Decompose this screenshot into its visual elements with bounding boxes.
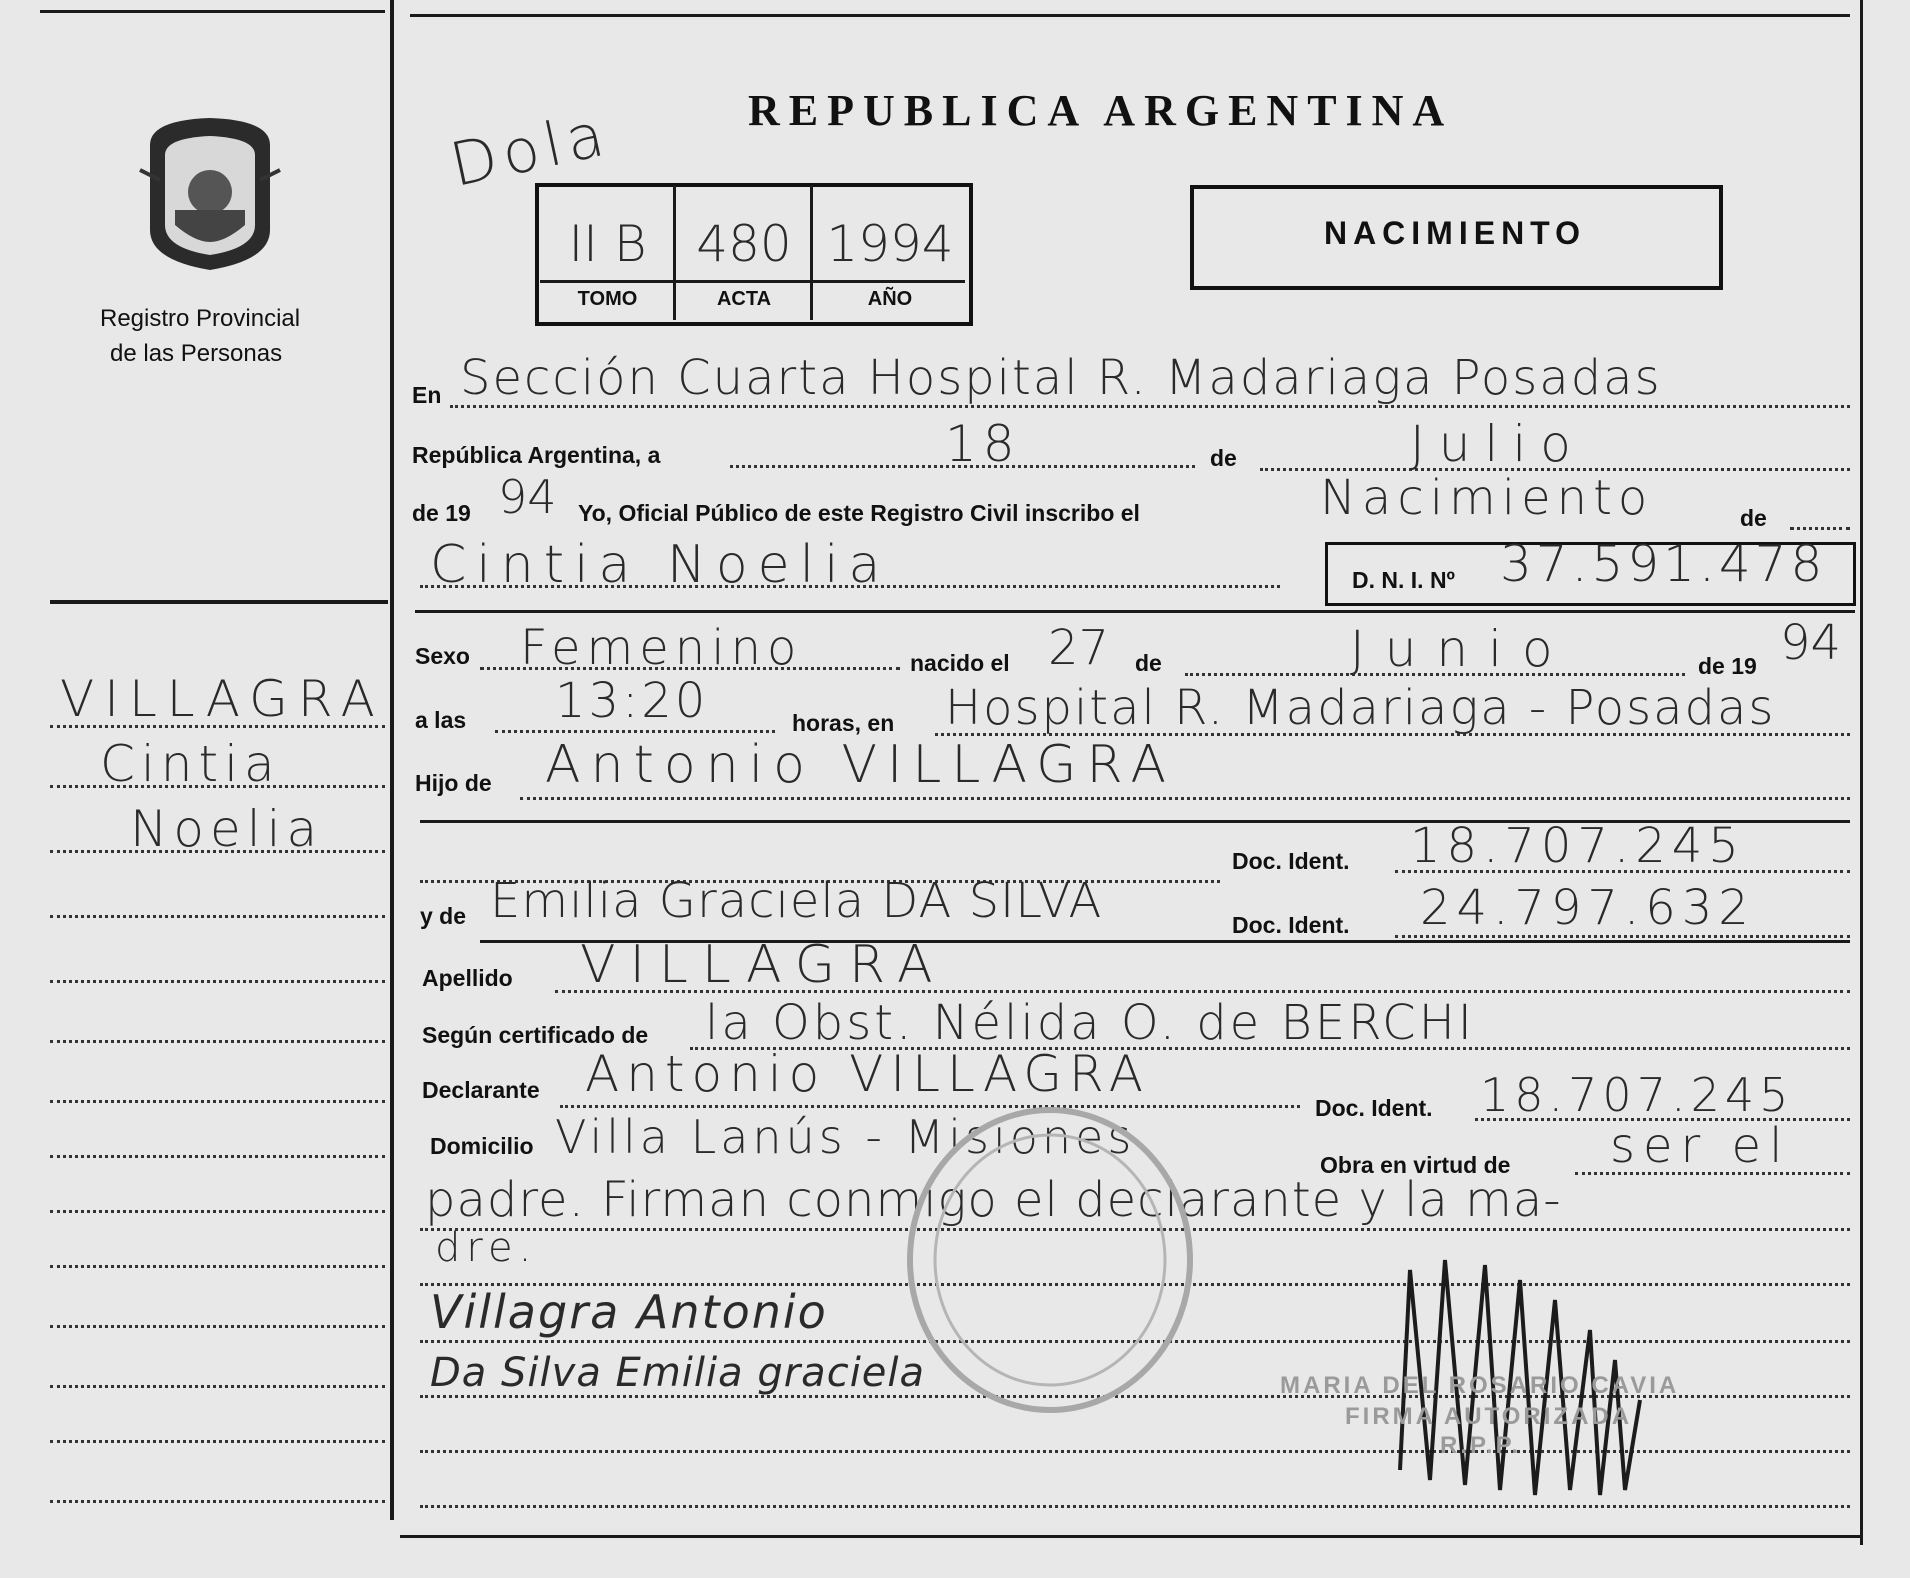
provincial-seal-icon bbox=[130, 110, 290, 275]
horas-label: horas, en bbox=[792, 710, 895, 736]
birth-year-value: 94 bbox=[1780, 615, 1842, 671]
doc-label: Doc. Ident. bbox=[1232, 848, 1350, 874]
domicilio-label: Domicilio bbox=[430, 1133, 534, 1159]
registry-name-line1: Registro Provincial bbox=[100, 305, 301, 332]
yde-label: y de bbox=[420, 903, 467, 929]
name-line bbox=[420, 585, 1280, 588]
left-top-rule bbox=[40, 10, 385, 13]
remarks-line-1: padre. Firman conmigo el declarante y la ma- bbox=[425, 1172, 1562, 1228]
left-line bbox=[50, 1040, 385, 1043]
tomo-label: TOMO bbox=[577, 288, 638, 310]
bottom-rule bbox=[400, 1535, 1860, 1538]
hour-line bbox=[495, 730, 775, 733]
left-line bbox=[50, 1155, 385, 1158]
segun-label: Según certificado de bbox=[422, 1022, 649, 1048]
place-value: Hospital R. Madariaga - Posadas bbox=[945, 680, 1776, 736]
obra-label: Obra en virtud de bbox=[1320, 1152, 1511, 1178]
side-first-name: Cintia bbox=[100, 735, 281, 793]
sexo-value: Femenino bbox=[520, 620, 803, 676]
en-value: Sección Cuarta Hospital R. Madariaga Posadas bbox=[460, 350, 1662, 406]
father-line bbox=[520, 797, 1850, 800]
left-line bbox=[50, 915, 385, 918]
year-value: 94 bbox=[498, 470, 557, 524]
birth-day-value: 27 bbox=[1048, 620, 1110, 676]
side-surname: VILLAGRA bbox=[60, 670, 385, 728]
remarks-line-2: dre. bbox=[435, 1225, 538, 1271]
ano-label: AÑO bbox=[867, 288, 913, 310]
apellido-value: VILLAGRA bbox=[580, 935, 947, 995]
day-value: 18 bbox=[945, 415, 1021, 473]
top-rule bbox=[410, 14, 1850, 17]
declarante-doc-value: 18.707.245 bbox=[1480, 1068, 1794, 1122]
left-line bbox=[50, 1265, 385, 1268]
alas-label: a las bbox=[415, 707, 467, 733]
section-rule-1 bbox=[415, 610, 1855, 613]
official-stamp-icon bbox=[900, 1100, 1200, 1420]
left-line bbox=[50, 1385, 385, 1388]
signature-mother: Da Silva Emilia graciela bbox=[430, 1350, 926, 1396]
stamp-org: R.P.P. bbox=[1440, 1432, 1522, 1459]
left-line bbox=[50, 1210, 385, 1213]
acta-label: ACTA bbox=[716, 288, 772, 310]
apellido-label: Apellido bbox=[422, 965, 513, 991]
mother-doc-value: 24.797.632 bbox=[1420, 880, 1755, 936]
handwritten-annotation: Dola bbox=[444, 99, 616, 201]
year-prefix-label: de 19 bbox=[412, 500, 471, 526]
de-line bbox=[1790, 527, 1850, 530]
father-value: Antonio VILLAGRA bbox=[545, 735, 1177, 795]
left-line bbox=[50, 1325, 385, 1328]
tomo-value: II B bbox=[568, 215, 647, 273]
left-line bbox=[50, 1100, 385, 1103]
birth-year-prefix: de 19 bbox=[1698, 653, 1757, 679]
obra-value: ser el bbox=[1610, 1118, 1791, 1174]
oficial-label: Yo, Oficial Público de este Registro Civil inscribo el bbox=[578, 500, 1140, 526]
hijo-label: Hijo de bbox=[415, 770, 492, 796]
signature-father: Villagra Antonio bbox=[430, 1285, 828, 1339]
hour-value: 13:20 bbox=[555, 673, 709, 729]
left-mid-rule bbox=[50, 600, 388, 604]
declarante-value: Antonio VILLAGRA bbox=[585, 1045, 1150, 1103]
inscribo-value: Nacimiento bbox=[1320, 470, 1654, 526]
republica-label: República Argentina, a bbox=[412, 442, 661, 468]
nacido-label: nacido el bbox=[910, 650, 1010, 676]
dni-value: 37.591.478 bbox=[1500, 535, 1827, 593]
dni-label: D. N. I. Nº bbox=[1352, 567, 1455, 593]
ano-value: 1994 bbox=[826, 215, 954, 273]
mother-value: Emilia Graciela DA SILVA bbox=[490, 873, 1103, 929]
record-box-rule bbox=[540, 280, 965, 283]
birth-month-value: Junio bbox=[1350, 620, 1573, 678]
stamp-role: FIRMA AUTORIZADA bbox=[1345, 1403, 1633, 1430]
registry-name-line2: de las Personas bbox=[110, 340, 283, 367]
de-label: de bbox=[1210, 445, 1237, 471]
stamp-name: MARIA DEL ROSARIO CAVIA bbox=[1280, 1372, 1680, 1399]
left-line bbox=[50, 1440, 385, 1443]
left-line bbox=[50, 1500, 385, 1503]
declarante-label: Declarante bbox=[422, 1077, 540, 1103]
doc-label-3: Doc. Ident. bbox=[1315, 1095, 1433, 1121]
column-divider bbox=[390, 0, 394, 1520]
de-label-3: de bbox=[1135, 650, 1162, 676]
sexo-label: Sexo bbox=[415, 643, 470, 669]
month-value: Julio bbox=[1410, 415, 1585, 473]
right-border bbox=[1860, 0, 1863, 1545]
acta-value: 480 bbox=[696, 215, 792, 273]
side-second-name: Noelia bbox=[130, 800, 324, 858]
doc-label-2: Doc. Ident. bbox=[1232, 912, 1350, 938]
segun-value: la Obst. Nélida O. de BERCHI bbox=[705, 995, 1475, 1051]
country-title: REPUBLICA ARGENTINA bbox=[748, 86, 1454, 135]
left-line bbox=[50, 980, 385, 983]
record-box-divider bbox=[673, 185, 676, 320]
child-name-value: Cintia Noelia bbox=[430, 535, 891, 595]
de-label-2: de bbox=[1740, 505, 1767, 531]
record-box-divider bbox=[810, 185, 813, 320]
domicilio-value: Villa Lanús - Misiones bbox=[555, 1110, 1136, 1164]
father-doc-value: 18.707.245 bbox=[1410, 818, 1745, 874]
record-type-title: NACIMIENTO bbox=[1323, 215, 1587, 251]
en-label: En bbox=[412, 382, 442, 408]
